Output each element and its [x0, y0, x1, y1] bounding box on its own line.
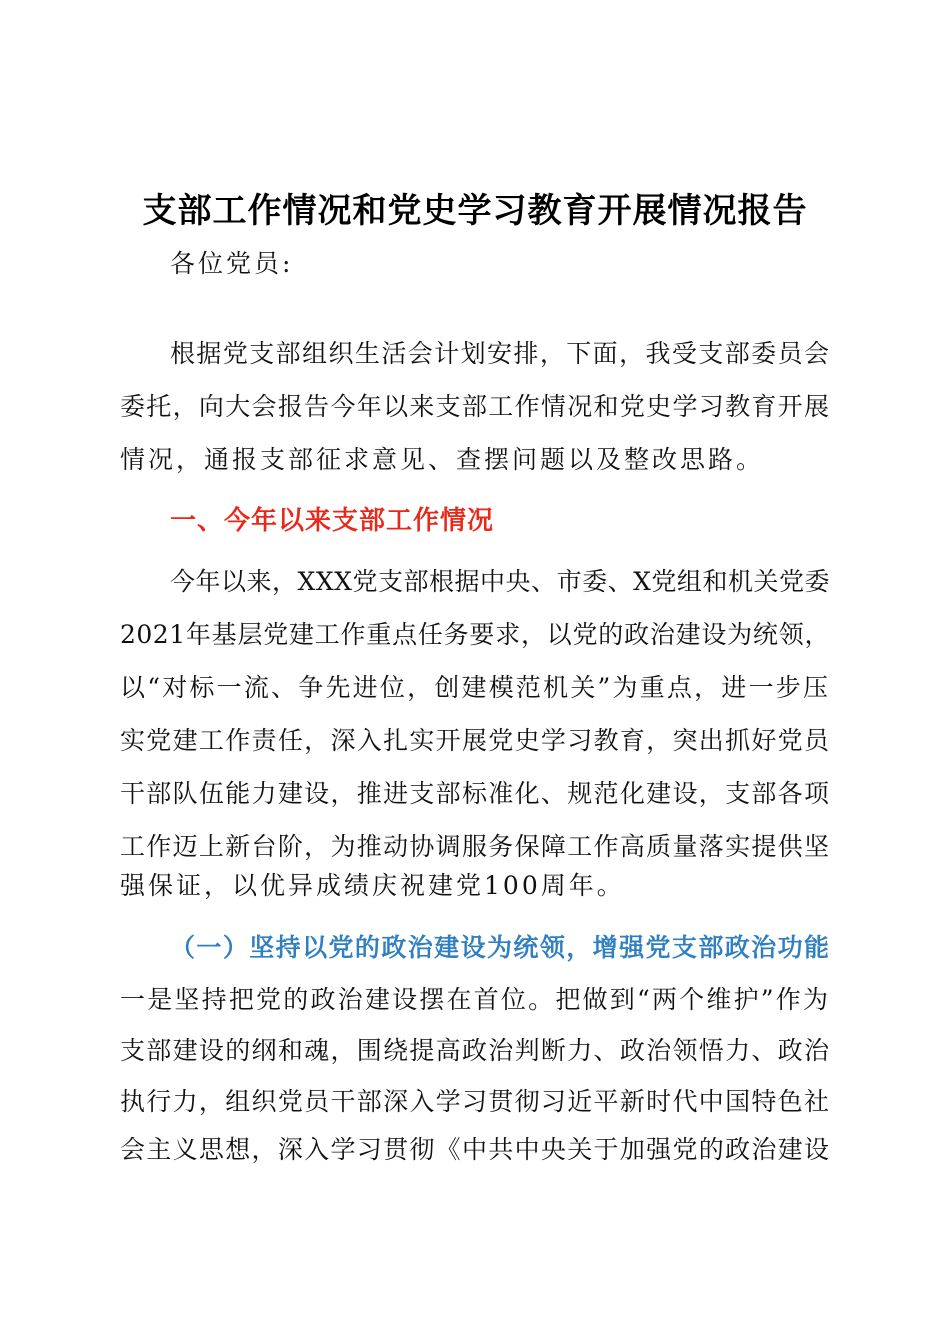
paragraph-line: 一是坚持把党的政治建设摆在首位。把做到“两个维护”作为: [120, 985, 830, 1014]
paragraph-line: 以“对标一流、争先进位，创建模范机关”为重点，进一步压: [120, 673, 830, 702]
document-title: 支部工作情况和党史学习教育开展情况报告: [142, 191, 808, 231]
intro-line: 情况，通报支部征求意见、查摆问题以及整改思路。: [120, 445, 765, 474]
paragraph-line: 强保证，以优异成绩庆祝建党100周年。: [120, 871, 625, 900]
salutation: 各位党员:: [170, 249, 294, 278]
section-heading: 一、今年以来支部工作情况: [170, 506, 495, 536]
intro-line: 根据党支部组织生活会计划安排，下面，我受支部委员会: [170, 339, 830, 368]
paragraph-line: 2021年基层党建工作重点任务要求，以党的政治建设为统领，: [120, 620, 830, 649]
paragraph-line: 干部队伍能力建设，推进支部标准化、规范化建设，支部各项: [120, 779, 830, 808]
paragraph-line: 执行力，组织党员干部深入学习贯彻习近平新时代中国特色社: [120, 1087, 830, 1116]
paragraph-line: 支部建设的纲和魂，围绕提高政治判断力、政治领悟力、政治: [120, 1036, 830, 1065]
intro-line: 委托，向大会报告今年以来支部工作情况和党史学习教育开展: [120, 392, 830, 421]
paragraph-line: 今年以来，XXX党支部根据中央、市委、X党组和机关党委: [170, 567, 830, 596]
paragraph-line: 会主义思想，深入学习贯彻《中共中央关于加强党的政治建设: [120, 1135, 830, 1164]
paragraph-line: 实党建工作责任，深入扎实开展党史学习教育，突出抓好党员: [120, 726, 830, 755]
paragraph-line: 工作迈上新台阶，为推动协调服务保障工作高质量落实提供坚: [120, 832, 830, 861]
subsection-heading: （一）坚持以党的政治建设为统领，增强党支部政治功能: [170, 933, 830, 962]
